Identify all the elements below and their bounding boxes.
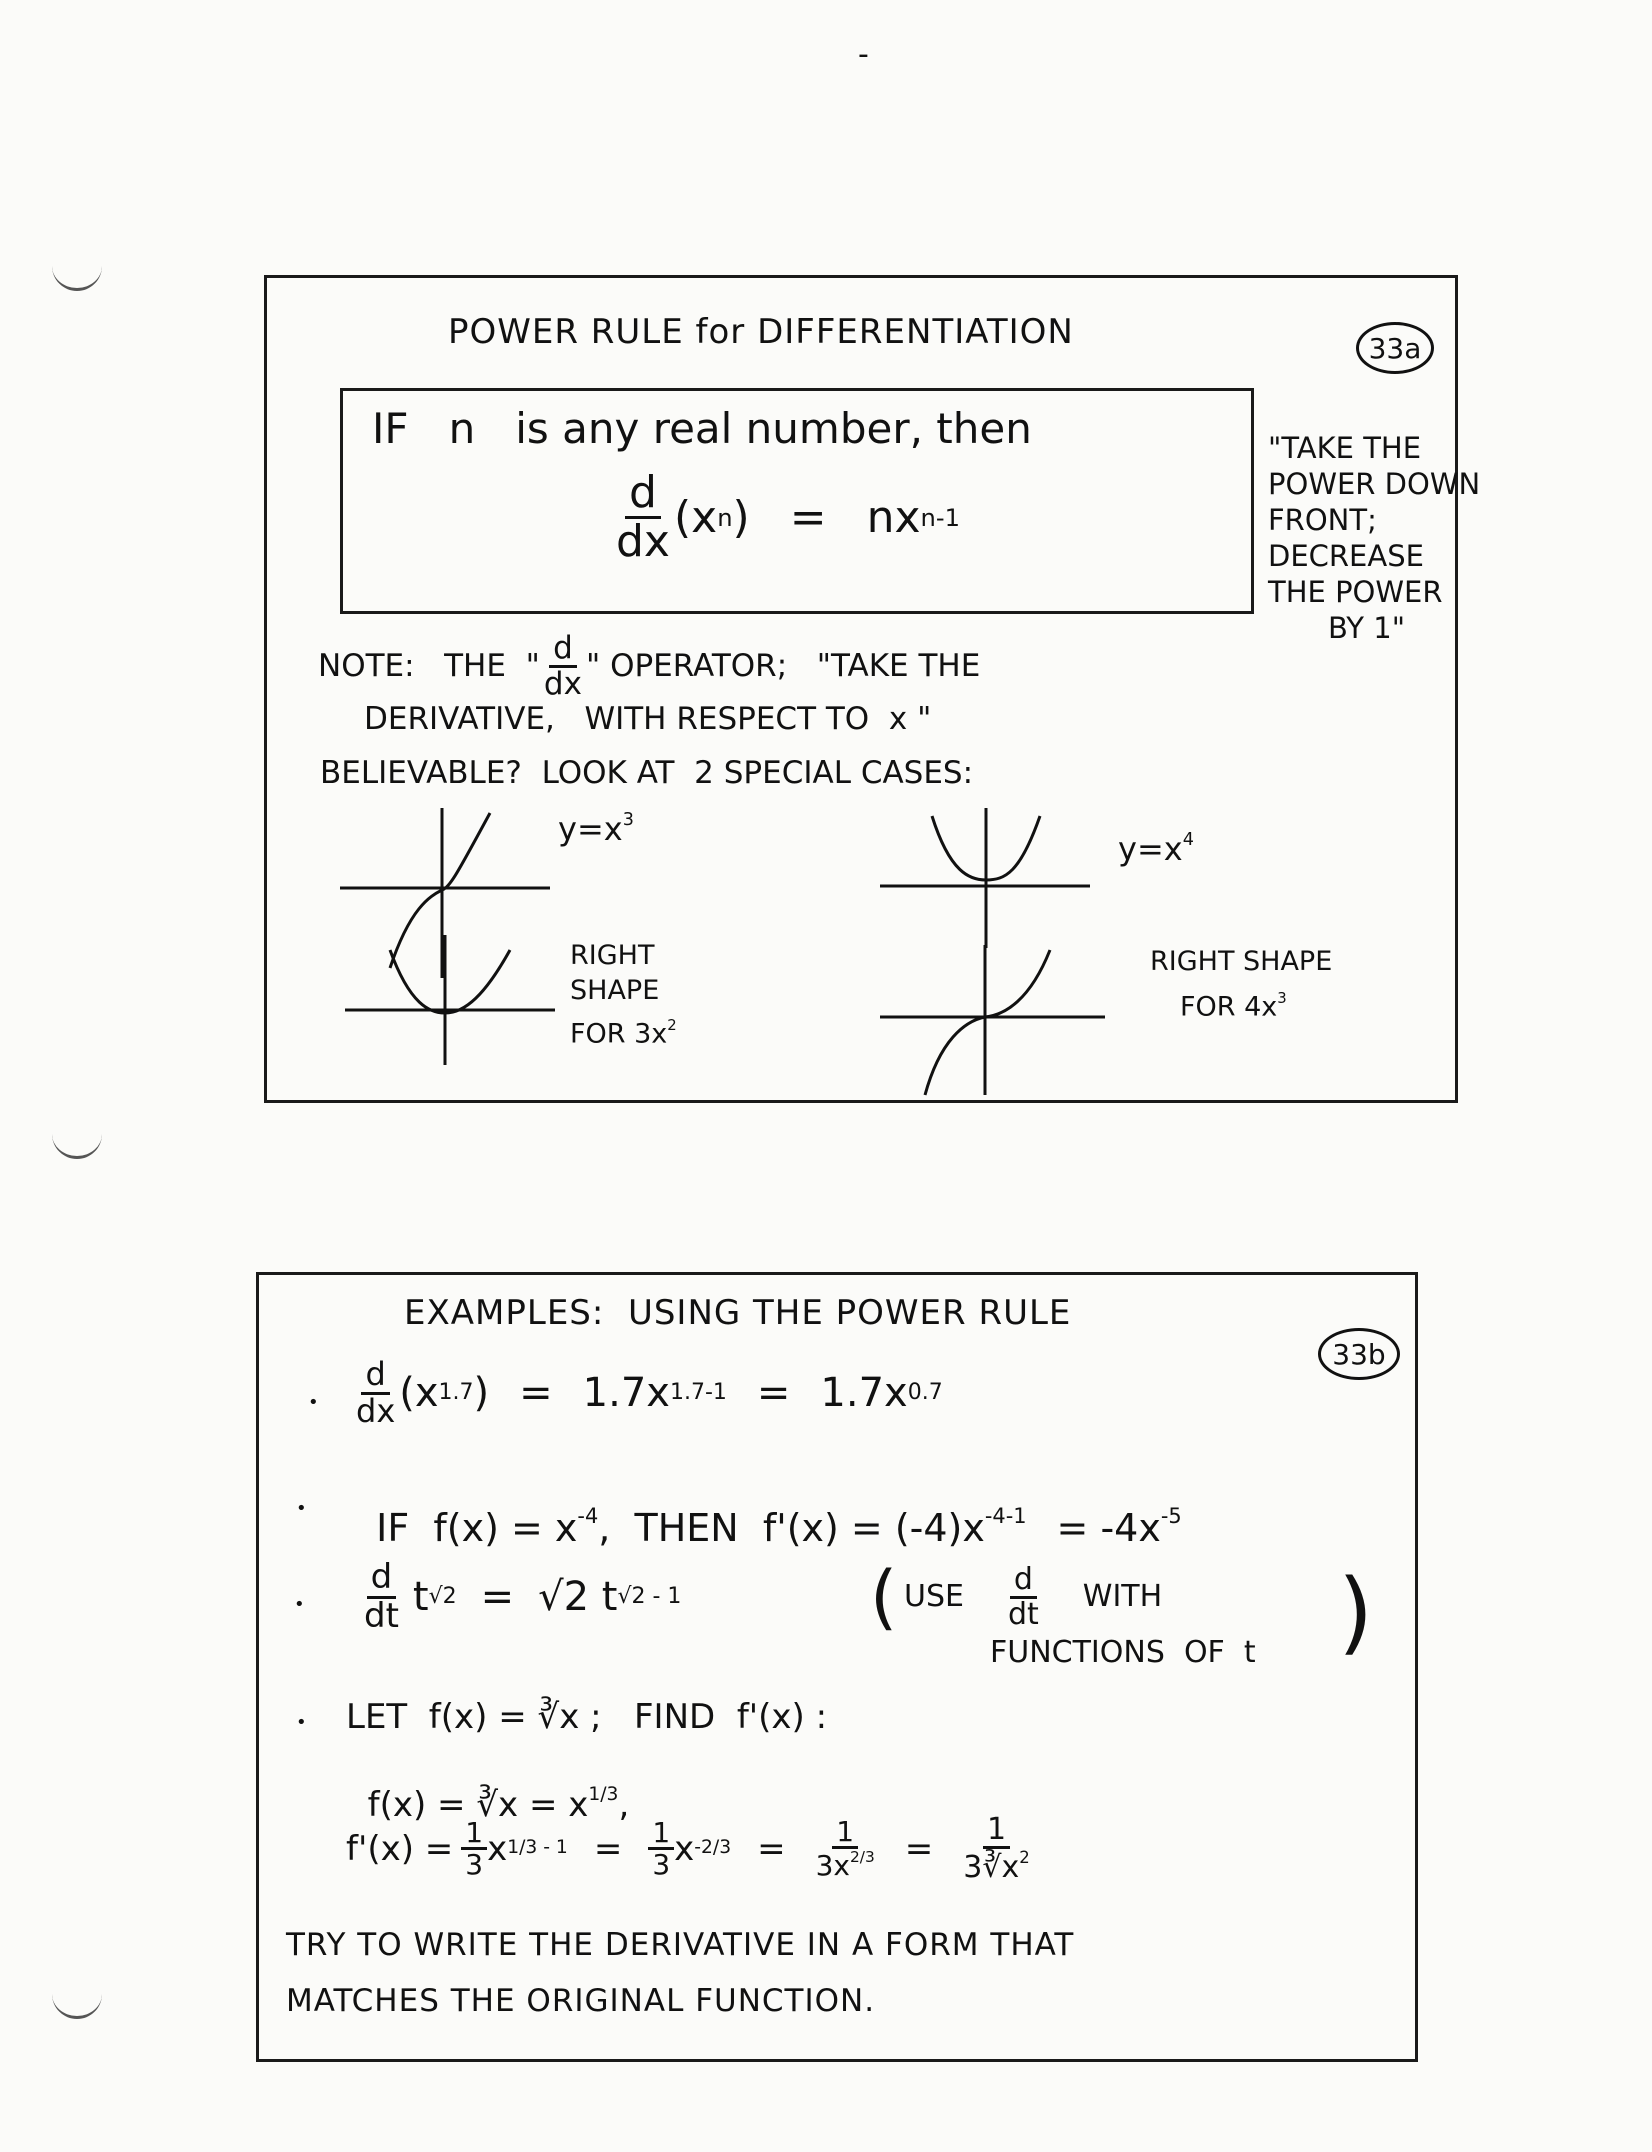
operator-den: dx <box>543 665 582 702</box>
ex4-eq1: = <box>593 1828 623 1869</box>
ex4-frac-3-den-text: 3x <box>815 1849 850 1883</box>
ex1-rhs-exp: 0.7 <box>907 1380 943 1406</box>
ddx-den: dx <box>616 516 670 568</box>
ex4-frac-3-den-exp: 2/3 <box>849 1847 875 1866</box>
ex4-eq3: = <box>904 1828 934 1869</box>
operator-fraction <box>540 632 586 700</box>
ex2-mid-exp: -4-1 <box>984 1504 1027 1528</box>
rule-lhs: (x <box>673 491 718 543</box>
ex4-frac-4-den-text: 3∛x <box>963 1849 1020 1885</box>
case-right-caption-exp: 3 <box>1277 989 1287 1007</box>
case-left-caption-exp: 2 <box>667 1016 677 1034</box>
rule-rhs: nx <box>866 491 921 543</box>
rule-equals: = <box>789 491 827 543</box>
note-line-3: BELIEVABLE? LOOK AT 2 SPECIAL CASES: <box>320 755 974 791</box>
ex3-note-line-2: FUNCTIONS OF t <box>990 1635 1256 1670</box>
case-right-func-text: y=x <box>1118 829 1183 868</box>
punch-hole-3 <box>52 1990 102 2019</box>
case-right-caption-line: RIGHT SHAPE <box>1150 946 1333 977</box>
ex3-ddt-num: d <box>367 1560 397 1599</box>
ex2-lead: IF f(x) = x <box>376 1505 578 1550</box>
ex4-frac-2-num: 1 <box>648 1818 674 1850</box>
ex1-lhs-close: ) <box>473 1370 490 1417</box>
graph-x-fourth <box>880 808 1100 948</box>
ex4-frac-4-den-exp: 2 <box>1019 1847 1030 1867</box>
case-right-caption <box>1150 944 1332 1026</box>
ex3-note-close: ) <box>1338 1560 1374 1665</box>
graph-3x2-curve <box>390 950 510 1013</box>
side-note-line: BY 1" <box>1328 611 1406 645</box>
ex1-ddx <box>352 1355 399 1430</box>
bullet: • <box>294 1594 305 1615</box>
ex4-frac-2 <box>648 1815 674 1881</box>
ex1-rhs: 1.7x <box>820 1370 908 1417</box>
ex4-x2: x <box>674 1828 695 1869</box>
example-1 <box>352 1355 943 1430</box>
page-top-mark: - <box>858 37 869 72</box>
ex1-ddx-den: dx <box>356 1391 396 1430</box>
ddx-fraction <box>612 467 674 568</box>
operator-num: d <box>549 632 577 668</box>
ex1-lhs: (x <box>399 1370 439 1417</box>
ex3-rhs: √2 t <box>538 1574 618 1621</box>
ex4-eq2: = <box>757 1828 786 1869</box>
case-left-caption-text: FOR 3x <box>570 1018 668 1050</box>
closing-line-1: TRY TO WRITE THE DERIVATIVE IN A FORM THAT <box>286 1927 1075 1963</box>
case-left-func-exp: 3 <box>622 810 634 830</box>
ex4-frac-4-den <box>959 1849 1033 1884</box>
note-after: " OPERATOR; "TAKE THE <box>585 647 981 684</box>
card-b-title: EXAMPLES: USING THE POWER RULE <box>404 1293 1072 1333</box>
rule-statement: IF n is any real number, then <box>372 404 1032 453</box>
ex4-x2-exp: -2/3 <box>694 1837 732 1859</box>
ex1-mid-exp: 1.7-1 <box>669 1380 727 1406</box>
ex1-ddx-num: d <box>361 1358 389 1395</box>
ex3-ddt-den: dt <box>364 1595 399 1636</box>
case-right-func-exp: 4 <box>1182 830 1194 850</box>
bullet: • <box>296 1712 307 1733</box>
case-right-func <box>1118 829 1194 868</box>
closing-line-2: MATCHES THE ORIGINAL FUNCTION. <box>286 1983 876 2019</box>
ex4-line2-exp: 1/3 <box>588 1784 619 1805</box>
side-note-line: POWER DOWN <box>1268 467 1481 501</box>
ex3-note-open: ( <box>870 1556 898 1638</box>
example-3 <box>360 1557 682 1636</box>
card-b-badge-label: 33b <box>1332 1337 1386 1371</box>
case-left-func-text: y=x <box>558 809 623 848</box>
card-a-title: POWER RULE for DIFFERENTIATION <box>448 312 1074 352</box>
rule-formula <box>612 467 960 568</box>
rule-lhs-close: ) <box>732 491 750 543</box>
punch-hole-2 <box>52 1130 102 1159</box>
ex4-frac-4-num: 1 <box>983 1814 1010 1849</box>
case-right-caption-text: FOR 4x <box>1180 991 1278 1023</box>
punch-hole-1 <box>52 262 102 291</box>
side-note-line: FRONT; <box>1268 503 1377 537</box>
bullet: • <box>308 1392 319 1413</box>
case-right-caption-line-2 <box>1150 980 1332 1026</box>
ex3-t: t <box>412 1574 429 1621</box>
ex4-line2-end: , <box>618 1784 630 1825</box>
ex4-frac-2-den: 3 <box>652 1848 671 1881</box>
side-note <box>1268 430 1498 646</box>
case-left-caption-line: SHAPE <box>570 975 660 1006</box>
ex4-x1-exp: 1/3 - 1 <box>507 1837 568 1859</box>
ex4-line-1: LET f(x) = ∛x ; FIND f'(x) : <box>346 1697 828 1737</box>
ex2-lead-exp: -4 <box>577 1504 599 1528</box>
ex3-note-use: USE <box>904 1579 964 1614</box>
note-line-2: DERIVATIVE, WITH RESPECT TO x " <box>364 701 932 737</box>
graph-four-x-cubed <box>880 945 1110 1095</box>
ex3-eq: = <box>480 1574 515 1621</box>
ex4-frac-3 <box>812 1814 879 1883</box>
ex4-frac-3-num: 1 <box>832 1817 858 1849</box>
ex4-frac-1-den: 3 <box>465 1848 484 1881</box>
card-b-badge <box>1318 1328 1400 1380</box>
ex4-x1: x <box>487 1828 508 1869</box>
case-left-caption-line: RIGHT <box>570 940 655 971</box>
rule-lhs-exp: n <box>717 503 733 532</box>
case-left-func <box>558 809 634 848</box>
ex4-frac-4 <box>959 1814 1033 1883</box>
bullet: • <box>296 1498 307 1519</box>
ex3-ddt <box>360 1557 403 1636</box>
ex4-line-3 <box>346 1814 1034 1883</box>
ex1-lhs-exp: 1.7 <box>438 1380 474 1406</box>
side-note-line: "TAKE THE <box>1268 431 1422 465</box>
ex4-line2-text: f(x) = ∛x = x <box>367 1784 589 1825</box>
ex3-note-den: dt <box>1007 1596 1039 1632</box>
side-note-line: DECREASE <box>1268 539 1424 573</box>
card-a-badge <box>1356 322 1434 374</box>
ex4-frac-1 <box>461 1815 487 1881</box>
ex3-note-ddt <box>1004 1564 1043 1630</box>
example-2 <box>352 1468 1182 1550</box>
graph-three-x-squared <box>345 935 575 1065</box>
ex4-frac-3-den <box>812 1847 879 1883</box>
card-a-badge-label: 33a <box>1368 331 1422 365</box>
ex3-note-num: d <box>1010 1564 1037 1599</box>
note-lead: NOTE: THE " <box>318 647 540 684</box>
ex3-note-with: WITH <box>1082 1579 1163 1614</box>
ex4-line3-lead: f'(x) = <box>346 1828 454 1869</box>
ex4-line-2 <box>346 1752 630 1825</box>
ex2-eq: = -4x <box>1056 1505 1161 1550</box>
ex2-mid: , THEN f'(x) = (-4)x <box>598 1505 985 1550</box>
rule-rhs-exp: n-1 <box>920 503 960 532</box>
ex1-mid: 1.7x <box>582 1370 670 1417</box>
ex3-t-exp: √2 <box>428 1584 457 1610</box>
ex3-rhs-exp: √2 - 1 <box>617 1584 682 1610</box>
ex2-rhs-exp: -5 <box>1160 1504 1182 1528</box>
ddx-num: d <box>625 470 661 519</box>
ex1-eq1: = <box>519 1370 553 1417</box>
note-line-1 <box>318 632 980 700</box>
ex4-frac-1-num: 1 <box>461 1818 487 1850</box>
case-left-caption <box>570 938 677 1052</box>
graph-4x3-curve <box>925 950 1050 1095</box>
side-note-line: THE POWER <box>1268 575 1443 609</box>
ex1-eq2: = <box>756 1370 791 1417</box>
ex3-note-line-1 <box>904 1564 1162 1630</box>
case-left-caption-line-3 <box>570 1008 677 1052</box>
